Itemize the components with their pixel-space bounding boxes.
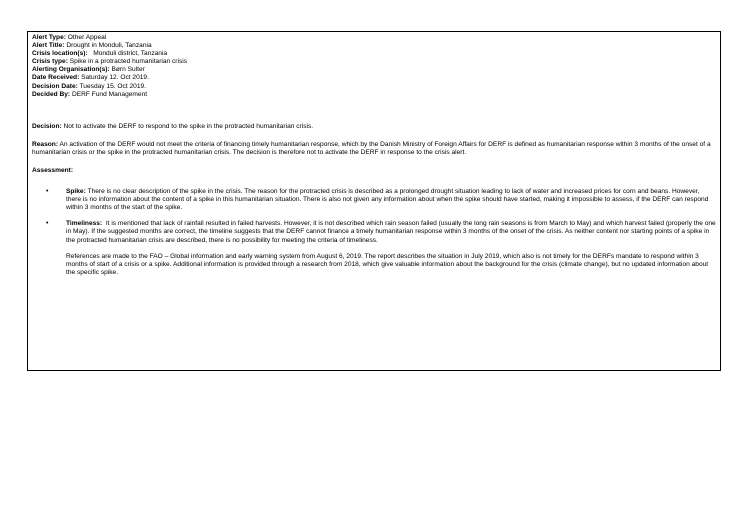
reason-text: An activation of the DERF would not meet the criteria of financing timely humanitarian response, which by the Danish Ministry of Foreign Affairs for DERF is defined as humanitarian response within 3 months of the onset of a humanitarian crisis or the spike in the protracted humanitarian crisis. The decision is therefore not to activate the DERF in response to the crisis alert. — [32, 140, 711, 157]
assessment-list — [32, 188, 716, 245]
date-received-label: Date Received: — [32, 74, 80, 82]
crisis-location-label: Crisis location(s): — [32, 50, 88, 58]
list-item-timeliness — [46, 220, 718, 245]
decision-date-label: Decision Date: — [32, 82, 78, 90]
decision-paragraph — [32, 123, 716, 131]
reason-paragraph — [32, 141, 716, 157]
bullet-icon: • — [46, 220, 49, 228]
spike-text: There is no clear description of the spike in the crisis. The reason for the protracted crisis is described as a prolonged drought situation leading to lack of water and increased prices for corn and beans. However, there is no information about the content of a spike in this humanitarian situation. There is also not given any information about when the spike should have started, making it impossible to assess, if the DERF can respond within 3 months of the start of the spike. — [66, 187, 709, 211]
crisis-type-row — [32, 58, 716, 66]
alert-title-row — [32, 42, 716, 50]
crisis-type-value: Spike in a protracted humanitarian crisis — [67, 58, 188, 66]
alert-title-value: Drought in Monduli, Tanzania — [64, 42, 152, 50]
list-item-spike — [46, 187, 716, 213]
alerting-org-row — [32, 66, 716, 74]
date-received-value: Saturday 12. Oct 2019. — [79, 74, 149, 82]
decided-by-row — [32, 91, 716, 99]
date-received-row — [32, 74, 716, 82]
timeliness-text: It is mentioned that lack of rainfall resulted in failed harvests. However, it is not described which rain season failed (usually the long rain seasons is from March to May) and which harvest failed (properly the one in May). If the suggested months are correct, the timeline suggests that the DERF cannot finance a timely humanitarian response within 3 months of the onset of the crisis. As neither content nor starting points of a spike in the protracted humanitarian crisis are described, there is no possibility for meeting the criteria of timeliness. — [66, 220, 718, 244]
decision-date-value: Tuesday 15. Oct 2019. — [77, 82, 146, 90]
crisis-type-label: Crisis type: — [32, 58, 68, 66]
crisis-location-value: Monduli district, Tanzania — [87, 50, 168, 58]
decision-date-row — [32, 83, 716, 91]
assessment-heading-text: Assessment: — [32, 167, 74, 175]
alert-type-row — [32, 34, 716, 42]
decision-document-box — [27, 31, 721, 371]
alert-title-label: Alert Title: — [32, 42, 65, 50]
decided-by-value: DERF Fund Management — [70, 90, 148, 98]
crisis-location-row — [32, 50, 716, 58]
assessment-heading — [32, 167, 716, 175]
reason-label: Reason: — [32, 140, 59, 148]
alert-type-value: Other Appeal — [65, 34, 107, 41]
spike-label: Spike: — [66, 187, 86, 195]
alerting-org-value: Børn Sulter — [109, 66, 145, 74]
alerting-org-label: Alerting Organisation(s): — [32, 66, 110, 74]
timeliness-label: Timeliness: — [66, 220, 103, 228]
decision-text: Not to activate the DERF to respond to the spike in the protracted humanitarian crisis. — [61, 122, 314, 130]
decision-label: Decision: — [32, 122, 62, 130]
alert-metadata — [32, 34, 716, 99]
bullet-icon: • — [46, 187, 49, 195]
alert-type-label: Alert Type: — [32, 34, 66, 41]
decided-by-label: Decided By: — [32, 90, 71, 98]
references-paragraph: References are made to the FAO – Global information and early warning system from August 6, 2019. The report describes the situation in July 2019, which also is not timely for the DERFs mandate to respond within 3 months of start of a crisis or a spike. Additional information is provided through a research from 2018, which give valuable information about the background for the crisis (climate change), but no updated information about the specific spike. — [66, 252, 709, 277]
